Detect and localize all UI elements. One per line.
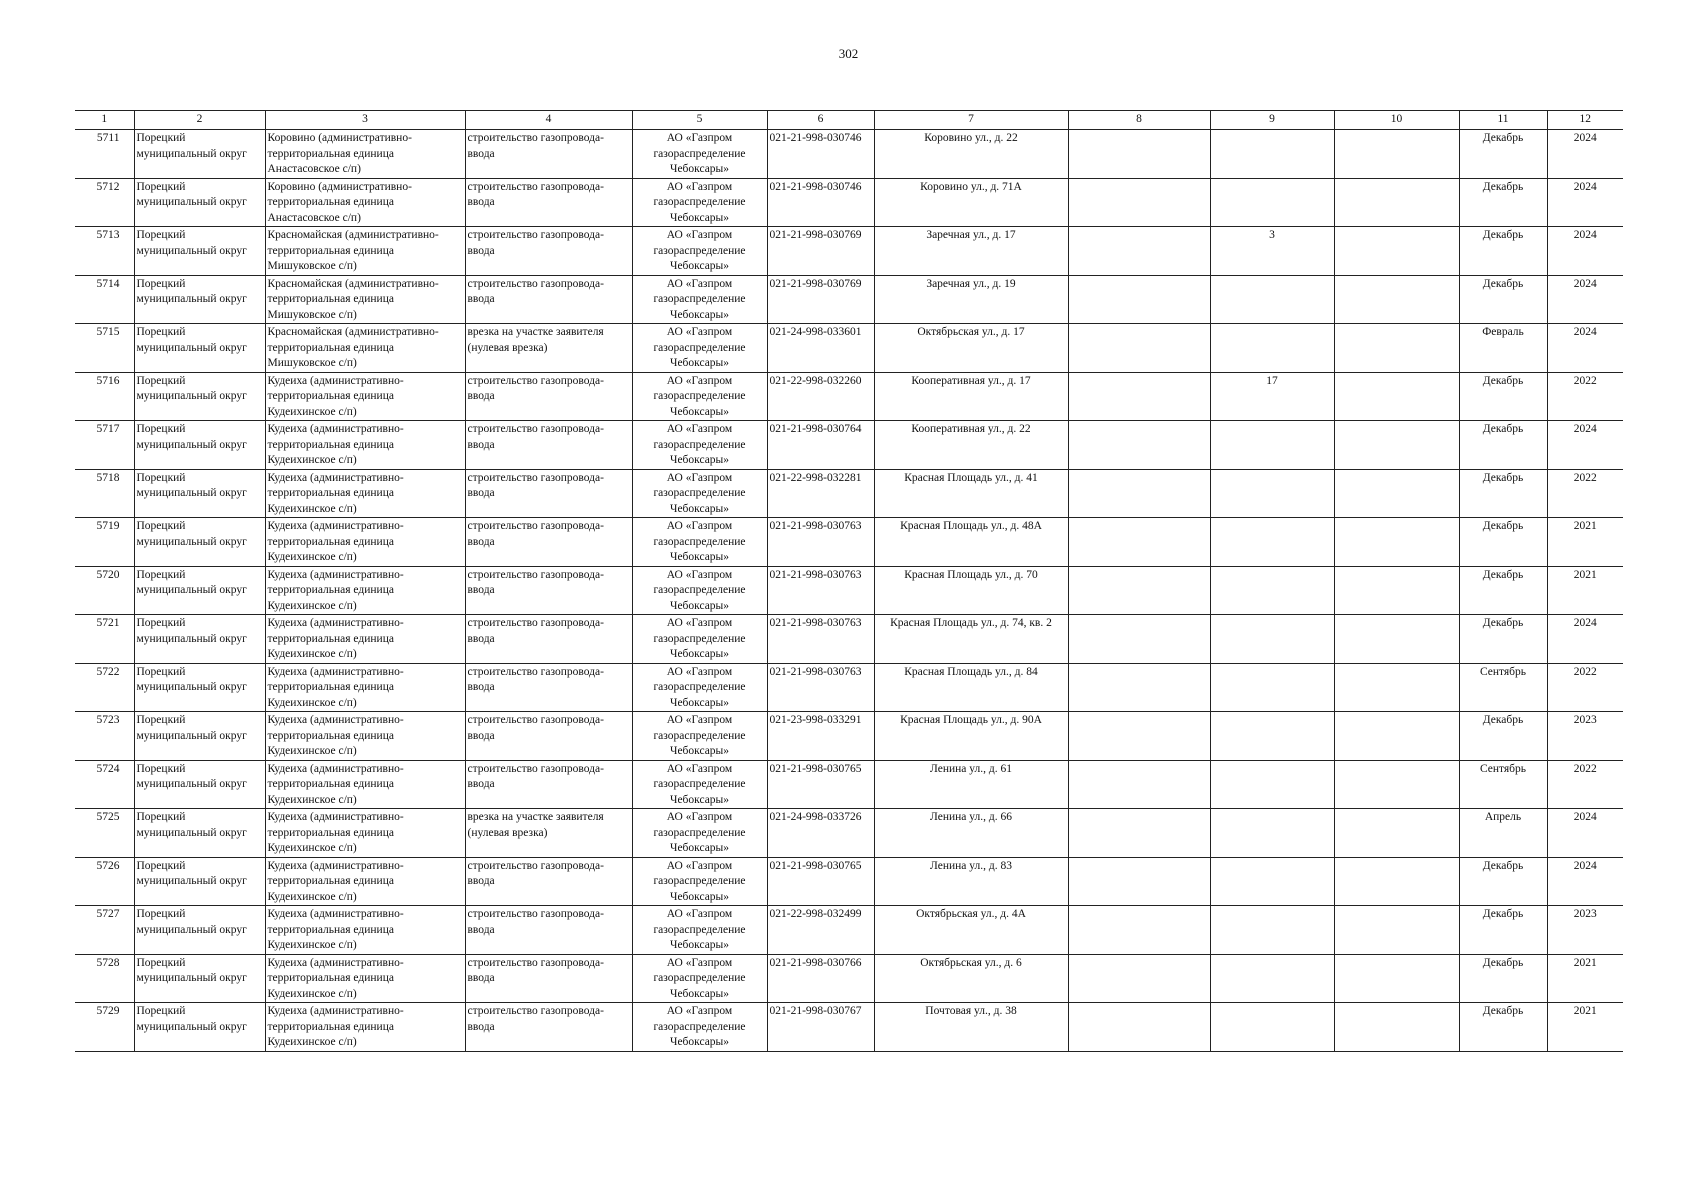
month-cell: Декабрь [1459, 421, 1547, 470]
column-8-cell [1068, 1003, 1210, 1052]
month-cell: Декабрь [1459, 372, 1547, 421]
table-row [75, 906, 1623, 955]
table-row [75, 712, 1623, 761]
row-number: 5723 [75, 712, 134, 761]
column-8-cell [1068, 421, 1210, 470]
column-9-cell: 17 [1210, 372, 1334, 421]
district-cell: Порецкий муниципальный округ [134, 809, 265, 858]
organization-cell: АО «Газпром газораспределение Чебоксары» [632, 857, 767, 906]
district-cell: Порецкий муниципальный округ [134, 712, 265, 761]
year-cell: 2024 [1547, 857, 1623, 906]
settlement-cell: Кудеиха (административно-территориальная единица Кудеихинское с/п) [265, 712, 465, 761]
column-8-cell [1068, 566, 1210, 615]
object-code-cell: 021-21-998-030767 [767, 1003, 874, 1052]
settlement-cell: Коровино (административно-территориальная единица Анастасовское с/п) [265, 178, 465, 227]
row-number: 5717 [75, 421, 134, 470]
settlement-cell: Кудеиха (административно-территориальная единица Кудеихинское с/п) [265, 663, 465, 712]
column-9-cell [1210, 712, 1334, 761]
column-header: 2 [134, 111, 265, 130]
settlement-cell: Красномайская (административно-территориальная единица Мишуковское с/п) [265, 324, 465, 373]
month-cell: Декабрь [1459, 130, 1547, 179]
column-header: 1 [75, 111, 134, 130]
year-cell: 2022 [1547, 663, 1623, 712]
district-cell: Порецкий муниципальный округ [134, 566, 265, 615]
month-cell: Сентябрь [1459, 760, 1547, 809]
settlement-cell: Кудеиха (административно-территориальная единица Кудеихинское с/п) [265, 760, 465, 809]
settlement-cell: Кудеиха (административно-территориальная единица Кудеихинское с/п) [265, 518, 465, 567]
row-number: 5727 [75, 906, 134, 955]
column-10-cell [1334, 615, 1459, 664]
organization-cell: АО «Газпром газораспределение Чебоксары» [632, 954, 767, 1003]
column-9-cell [1210, 954, 1334, 1003]
table-row [75, 469, 1623, 518]
column-10-cell [1334, 1003, 1459, 1052]
year-cell: 2024 [1547, 275, 1623, 324]
column-8-cell [1068, 906, 1210, 955]
table-header-row [75, 111, 1623, 130]
column-9-cell [1210, 615, 1334, 664]
column-10-cell [1334, 469, 1459, 518]
settlement-cell: Кудеиха (административно-территориальная единица Кудеихинское с/п) [265, 372, 465, 421]
column-8-cell [1068, 809, 1210, 858]
object-code-cell: 021-21-998-030746 [767, 178, 874, 227]
organization-cell: АО «Газпром газораспределение Чебоксары» [632, 1003, 767, 1052]
work-type-cell: строительство газопровода-ввода [465, 469, 632, 518]
settlement-cell: Красномайская (административно-территориальная единица Мишуковское с/п) [265, 227, 465, 276]
month-cell: Сентябрь [1459, 663, 1547, 712]
work-type-cell: строительство газопровода-ввода [465, 954, 632, 1003]
district-cell: Порецкий муниципальный округ [134, 518, 265, 567]
table-row [75, 857, 1623, 906]
column-10-cell [1334, 954, 1459, 1003]
organization-cell: АО «Газпром газораспределение Чебоксары» [632, 712, 767, 761]
settlement-cell: Кудеиха (административно-территориальная единица Кудеихинское с/п) [265, 615, 465, 664]
month-cell: Декабрь [1459, 615, 1547, 664]
year-cell: 2022 [1547, 469, 1623, 518]
column-8-cell [1068, 178, 1210, 227]
table-row [75, 178, 1623, 227]
year-cell: 2021 [1547, 954, 1623, 1003]
object-code-cell: 021-22-998-032260 [767, 372, 874, 421]
year-cell: 2023 [1547, 712, 1623, 761]
table-row [75, 663, 1623, 712]
district-cell: Порецкий муниципальный округ [134, 275, 265, 324]
table-row [75, 275, 1623, 324]
district-cell: Порецкий муниципальный округ [134, 954, 265, 1003]
column-8-cell [1068, 857, 1210, 906]
work-type-cell: строительство газопровода-ввода [465, 712, 632, 761]
organization-cell: АО «Газпром газораспределение Чебоксары» [632, 760, 767, 809]
month-cell: Декабрь [1459, 518, 1547, 567]
address-cell: Кооперативная ул., д. 22 [874, 421, 1068, 470]
month-cell: Декабрь [1459, 227, 1547, 276]
column-9-cell [1210, 1003, 1334, 1052]
address-cell: Заречная ул., д. 17 [874, 227, 1068, 276]
column-10-cell [1334, 518, 1459, 567]
object-code-cell: 021-21-998-030764 [767, 421, 874, 470]
object-code-cell: 021-21-998-030769 [767, 275, 874, 324]
district-cell: Порецкий муниципальный округ [134, 615, 265, 664]
address-cell: Октябрьская ул., д. 17 [874, 324, 1068, 373]
table-row [75, 372, 1623, 421]
work-type-cell: строительство газопровода-ввода [465, 906, 632, 955]
table-row [75, 324, 1623, 373]
column-header: 5 [632, 111, 767, 130]
column-9-cell [1210, 130, 1334, 179]
column-9-cell: 3 [1210, 227, 1334, 276]
object-code-cell: 021-21-998-030765 [767, 760, 874, 809]
district-cell: Порецкий муниципальный округ [134, 469, 265, 518]
object-code-cell: 021-21-998-030763 [767, 615, 874, 664]
address-cell: Красная Площадь ул., д. 41 [874, 469, 1068, 518]
year-cell: 2021 [1547, 518, 1623, 567]
work-type-cell: строительство газопровода-ввода [465, 566, 632, 615]
organization-cell: АО «Газпром газораспределение Чебоксары» [632, 566, 767, 615]
column-10-cell [1334, 130, 1459, 179]
column-header: 8 [1068, 111, 1210, 130]
organization-cell: АО «Газпром газораспределение Чебоксары» [632, 421, 767, 470]
column-header: 12 [1547, 111, 1623, 130]
settlement-cell: Кудеиха (административно-территориальная единица Кудеихинское с/п) [265, 469, 465, 518]
year-cell: 2021 [1547, 566, 1623, 615]
row-number: 5726 [75, 857, 134, 906]
column-10-cell [1334, 227, 1459, 276]
column-9-cell [1210, 178, 1334, 227]
work-type-cell: строительство газопровода-ввода [465, 857, 632, 906]
year-cell: 2021 [1547, 1003, 1623, 1052]
settlement-cell: Кудеиха (административно-территориальная единица Кудеихинское с/п) [265, 1003, 465, 1052]
month-cell: Декабрь [1459, 954, 1547, 1003]
address-cell: Коровино ул., д. 22 [874, 130, 1068, 179]
settlement-cell: Кудеиха (административно-территориальная единица Кудеихинское с/п) [265, 421, 465, 470]
settlement-cell: Кудеиха (административно-территориальная единица Кудеихинское с/п) [265, 906, 465, 955]
organization-cell: АО «Газпром газораспределение Чебоксары» [632, 275, 767, 324]
organization-cell: АО «Газпром газораспределение Чебоксары» [632, 518, 767, 567]
column-8-cell [1068, 372, 1210, 421]
settlement-cell: Кудеиха (административно-территориальная единица Кудеихинское с/п) [265, 954, 465, 1003]
work-type-cell: строительство газопровода-ввода [465, 178, 632, 227]
work-type-cell: строительство газопровода-ввода [465, 275, 632, 324]
row-number: 5714 [75, 275, 134, 324]
column-header: 3 [265, 111, 465, 130]
object-code-cell: 021-23-998-033291 [767, 712, 874, 761]
column-8-cell [1068, 518, 1210, 567]
district-cell: Порецкий муниципальный округ [134, 178, 265, 227]
row-number: 5718 [75, 469, 134, 518]
work-type-cell: строительство газопровода-ввода [465, 615, 632, 664]
district-cell: Порецкий муниципальный округ [134, 130, 265, 179]
organization-cell: АО «Газпром газораспределение Чебоксары» [632, 469, 767, 518]
table-row [75, 227, 1623, 276]
column-9-cell [1210, 663, 1334, 712]
district-cell: Порецкий муниципальный округ [134, 324, 265, 373]
column-10-cell [1334, 178, 1459, 227]
gasification-table [75, 110, 1623, 1052]
settlement-cell: Кудеиха (административно-территориальная единица Кудеихинское с/п) [265, 566, 465, 615]
row-number: 5720 [75, 566, 134, 615]
object-code-cell: 021-21-998-030763 [767, 663, 874, 712]
work-type-cell: строительство газопровода-ввода [465, 663, 632, 712]
object-code-cell: 021-21-998-030763 [767, 518, 874, 567]
organization-cell: АО «Газпром газораспределение Чебоксары» [632, 809, 767, 858]
column-header: 9 [1210, 111, 1334, 130]
table-body [75, 130, 1623, 1052]
address-cell: Октябрьская ул., д. 6 [874, 954, 1068, 1003]
column-9-cell [1210, 906, 1334, 955]
row-number: 5719 [75, 518, 134, 567]
work-type-cell: строительство газопровода-ввода [465, 372, 632, 421]
row-number: 5711 [75, 130, 134, 179]
column-8-cell [1068, 227, 1210, 276]
column-10-cell [1334, 663, 1459, 712]
object-code-cell: 021-21-998-030746 [767, 130, 874, 179]
settlement-cell: Красномайская (административно-территориальная единица Мишуковское с/п) [265, 275, 465, 324]
district-cell: Порецкий муниципальный округ [134, 1003, 265, 1052]
table-row [75, 760, 1623, 809]
address-cell: Заречная ул., д. 19 [874, 275, 1068, 324]
object-code-cell: 021-22-998-032281 [767, 469, 874, 518]
district-cell: Порецкий муниципальный округ [134, 857, 265, 906]
column-10-cell [1334, 324, 1459, 373]
column-10-cell [1334, 809, 1459, 858]
address-cell: Октябрьская ул., д. 4А [874, 906, 1068, 955]
row-number: 5724 [75, 760, 134, 809]
object-code-cell: 021-21-998-030765 [767, 857, 874, 906]
district-cell: Порецкий муниципальный округ [134, 372, 265, 421]
year-cell: 2024 [1547, 421, 1623, 470]
column-8-cell [1068, 760, 1210, 809]
month-cell: Декабрь [1459, 1003, 1547, 1052]
column-10-cell [1334, 712, 1459, 761]
column-header: 10 [1334, 111, 1459, 130]
organization-cell: АО «Газпром газораспределение Чебоксары» [632, 227, 767, 276]
column-10-cell [1334, 857, 1459, 906]
address-cell: Почтовая ул., д. 38 [874, 1003, 1068, 1052]
month-cell: Февраль [1459, 324, 1547, 373]
settlement-cell: Кудеиха (административно-территориальная единица Кудеихинское с/п) [265, 857, 465, 906]
address-cell: Ленина ул., д. 61 [874, 760, 1068, 809]
table-row [75, 518, 1623, 567]
column-10-cell [1334, 372, 1459, 421]
column-10-cell [1334, 566, 1459, 615]
work-type-cell: строительство газопровода-ввода [465, 421, 632, 470]
column-8-cell [1068, 469, 1210, 518]
column-8-cell [1068, 663, 1210, 712]
district-cell: Порецкий муниципальный округ [134, 663, 265, 712]
year-cell: 2024 [1547, 178, 1623, 227]
column-8-cell [1068, 275, 1210, 324]
month-cell: Декабрь [1459, 712, 1547, 761]
address-cell: Кооперативная ул., д. 17 [874, 372, 1068, 421]
column-header: 6 [767, 111, 874, 130]
object-code-cell: 021-21-998-030763 [767, 566, 874, 615]
district-cell: Порецкий муниципальный округ [134, 760, 265, 809]
column-9-cell [1210, 809, 1334, 858]
year-cell: 2024 [1547, 130, 1623, 179]
row-number: 5728 [75, 954, 134, 1003]
year-cell: 2024 [1547, 615, 1623, 664]
column-10-cell [1334, 906, 1459, 955]
column-9-cell [1210, 518, 1334, 567]
column-8-cell [1068, 130, 1210, 179]
object-code-cell: 021-24-998-033726 [767, 809, 874, 858]
organization-cell: АО «Газпром газораспределение Чебоксары» [632, 663, 767, 712]
address-cell: Коровино ул., д. 71А [874, 178, 1068, 227]
year-cell: 2022 [1547, 760, 1623, 809]
row-number: 5716 [75, 372, 134, 421]
settlement-cell: Коровино (административно-территориальная единица Анастасовское с/п) [265, 130, 465, 179]
row-number: 5712 [75, 178, 134, 227]
organization-cell: АО «Газпром газораспределение Чебоксары» [632, 906, 767, 955]
table-row [75, 954, 1623, 1003]
address-cell: Красная Площадь ул., д. 70 [874, 566, 1068, 615]
district-cell: Порецкий муниципальный округ [134, 227, 265, 276]
year-cell: 2022 [1547, 372, 1623, 421]
month-cell: Декабрь [1459, 566, 1547, 615]
district-cell: Порецкий муниципальный округ [134, 906, 265, 955]
work-type-cell: строительство газопровода-ввода [465, 760, 632, 809]
organization-cell: АО «Газпром газораспределение Чебоксары» [632, 178, 767, 227]
organization-cell: АО «Газпром газораспределение Чебоксары» [632, 372, 767, 421]
year-cell: 2024 [1547, 227, 1623, 276]
work-type-cell: строительство газопровода-ввода [465, 227, 632, 276]
work-type-cell: строительство газопровода-ввода [465, 130, 632, 179]
work-type-cell: врезка на участке заявителя (нулевая врезка) [465, 809, 632, 858]
row-number: 5715 [75, 324, 134, 373]
address-cell: Ленина ул., д. 66 [874, 809, 1068, 858]
column-9-cell [1210, 324, 1334, 373]
row-number: 5721 [75, 615, 134, 664]
district-cell: Порецкий муниципальный округ [134, 421, 265, 470]
table-row [75, 130, 1623, 179]
page-number: 302 [838, 46, 859, 61]
organization-cell: АО «Газпром газораспределение Чебоксары» [632, 324, 767, 373]
table-row [75, 615, 1623, 664]
work-type-cell: строительство газопровода-ввода [465, 518, 632, 567]
month-cell: Декабрь [1459, 469, 1547, 518]
column-10-cell [1334, 760, 1459, 809]
object-code-cell: 021-22-998-032499 [767, 906, 874, 955]
column-8-cell [1068, 954, 1210, 1003]
table-row [75, 421, 1623, 470]
year-cell: 2024 [1547, 809, 1623, 858]
row-number: 5729 [75, 1003, 134, 1052]
row-number: 5713 [75, 227, 134, 276]
work-type-cell: строительство газопровода-ввода [465, 1003, 632, 1052]
month-cell: Декабрь [1459, 275, 1547, 324]
object-code-cell: 021-21-998-030769 [767, 227, 874, 276]
column-9-cell [1210, 566, 1334, 615]
year-cell: 2024 [1547, 324, 1623, 373]
column-8-cell [1068, 615, 1210, 664]
row-number: 5722 [75, 663, 134, 712]
column-9-cell [1210, 275, 1334, 324]
month-cell: Декабрь [1459, 906, 1547, 955]
address-cell: Ленина ул., д. 83 [874, 857, 1068, 906]
month-cell: Декабрь [1459, 178, 1547, 227]
address-cell: Красная Площадь ул., д. 74, кв. 2 [874, 615, 1068, 664]
row-number: 5725 [75, 809, 134, 858]
column-header: 4 [465, 111, 632, 130]
month-cell: Апрель [1459, 809, 1547, 858]
column-9-cell [1210, 421, 1334, 470]
address-cell: Красная Площадь ул., д. 84 [874, 663, 1068, 712]
column-header: 7 [874, 111, 1068, 130]
year-cell: 2023 [1547, 906, 1623, 955]
organization-cell: АО «Газпром газораспределение Чебоксары» [632, 130, 767, 179]
column-9-cell [1210, 760, 1334, 809]
month-cell: Декабрь [1459, 857, 1547, 906]
address-cell: Красная Площадь ул., д. 90А [874, 712, 1068, 761]
table-row [75, 809, 1623, 858]
column-8-cell [1068, 324, 1210, 373]
column-9-cell [1210, 469, 1334, 518]
column-header: 11 [1459, 111, 1547, 130]
object-code-cell: 021-21-998-030766 [767, 954, 874, 1003]
object-code-cell: 021-24-998-033601 [767, 324, 874, 373]
table-row [75, 566, 1623, 615]
organization-cell: АО «Газпром газораспределение Чебоксары» [632, 615, 767, 664]
column-10-cell [1334, 275, 1459, 324]
address-cell: Красная Площадь ул., д. 48А [874, 518, 1068, 567]
column-10-cell [1334, 421, 1459, 470]
settlement-cell: Кудеиха (административно-территориальная единица Кудеихинское с/п) [265, 809, 465, 858]
work-type-cell: врезка на участке заявителя (нулевая врезка) [465, 324, 632, 373]
column-9-cell [1210, 857, 1334, 906]
column-8-cell [1068, 712, 1210, 761]
table-row [75, 1003, 1623, 1052]
